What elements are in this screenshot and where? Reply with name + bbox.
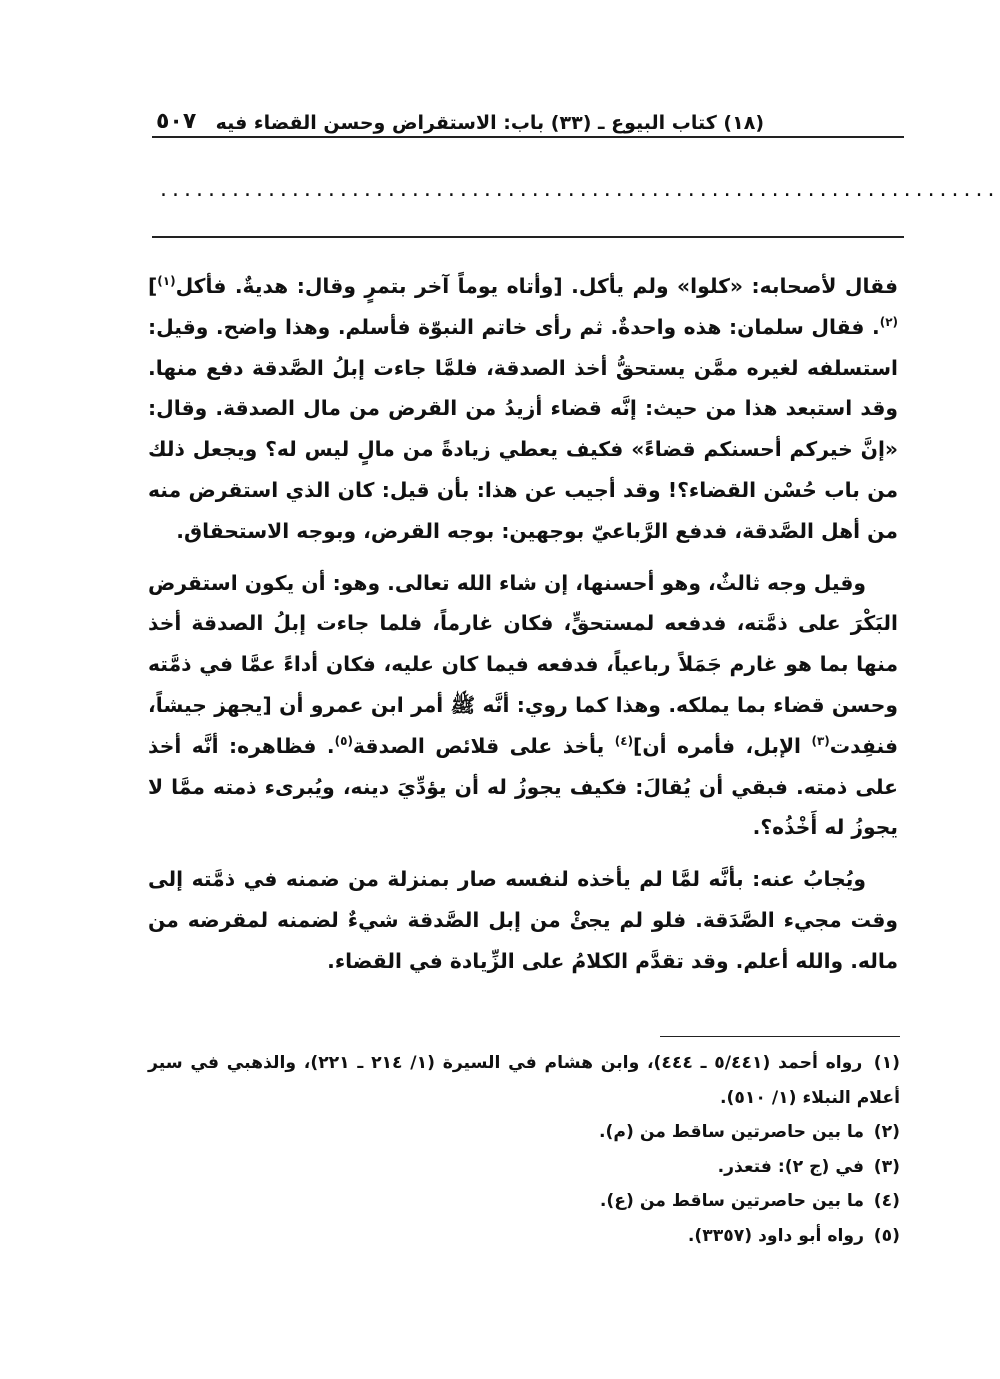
footnote-ref: (٣) — [811, 734, 830, 748]
text-run: . فظاهره: أنَّه أخذ على ذمته. فبقي أن يُقالَ: فكيف يجوزُ له أن يؤدِّيَ دينه، ويُبرىء ذمته ممَّا لا يجوزُ له أَخْذُه؟. — [148, 733, 898, 840]
footnote-number: (٢) — [873, 1122, 900, 1143]
footnote-number: (١) — [873, 1053, 901, 1073]
running-title: (١٨) كتاب البيوع ـ (٣٣) باب: الاستقراض وحسن القضاء فيه — [215, 112, 764, 134]
footnotes — [148, 1046, 900, 1254]
footnote-4 — [148, 1184, 900, 1219]
main-text — [148, 266, 898, 982]
footnote-text: رواه أحمد (٥/٤٤١ ـ ٤٤٤)، وابن هشام في السيرة (١/ ٢١٤ ـ ٢٢١)، والذهبي في سير أعلام النبلاء (١/ ٥١٠). — [148, 1053, 900, 1108]
footnote-2 — [148, 1115, 900, 1150]
footnote-ref: (٢) — [879, 315, 898, 330]
footnote-text: ما بين حاصرتين ساقط من (م). — [599, 1122, 865, 1143]
footnote-ref: (٤) — [614, 734, 634, 748]
text-run: فقال لأصحابه: «كلوا» ولم يأكل. [وأتاه يوماً آخر بتمرٍ وقال: هديةٌ. فأكل — [175, 274, 898, 298]
footnote-text: رواه أبو داود (٣٣٥٧). — [687, 1225, 865, 1246]
text-run: الإبل، فأمره أن] — [633, 733, 812, 758]
footnote-number: (٣) — [873, 1156, 900, 1177]
text-run: يأخذ على قلائص الصدقة — [352, 733, 615, 758]
text-run: . فقال سلمان: هذه واحدةٌ. ثم رأى خاتم النبوّة فأسلم. وهذا واضح. وقيل: استسلفه لغيره ممَّن يستحقُّ أخذ الصدقة، فلمَّا جاءت إبلُ الصَّدقة دفع منها. وقد استبعد هذا من حيث: إنَّه قضاء أزيدُ من القرض من مال الصدقة. وقال: «إنَّ خيركم أحسنكم قضاءً» فكيف يعطي زيادةً من مالٍ ليس له؟ ويجعل ذلك من باب حُسْن القضاء؟! وقد أجيب عن هذا: بأن قيل: كان الذي استقرض منه من أهل الصَّدقة، فدفع الرَّباعيّ بوجهين: بوجه القرض، وبوجه الاستحقاق. — [148, 314, 898, 543]
footnote-number: (٥) — [873, 1225, 900, 1246]
separator-dots: ...................................................................... — [160, 177, 1000, 202]
paragraph-1 — [148, 266, 898, 552]
paragraph-3 — [148, 859, 898, 981]
footnote-1 — [148, 1046, 900, 1115]
footnote-5 — [148, 1219, 900, 1254]
text-run: ويُجابُ عنه: بأنَّه لمَّا لم يأخذه لنفسه صار بمنزلة من ضمنه في ذمَّته إلى وقت مجيء الصَّدَقة. فلو لم يجئْ من إبل الصَّدقة شيءٌ لضمنه لمقرضه من ماله. والله أعلم. وقد تقدَّم الكلامُ على الزِّيادة في القضاء. — [148, 867, 898, 973]
paragraph-2 — [148, 563, 898, 849]
footnote-ref: (٥) — [334, 734, 353, 748]
footnote-text: ما بين حاصرتين ساقط من (ع). — [599, 1191, 865, 1212]
footnote-rule — [660, 1036, 900, 1037]
top-rule — [152, 236, 904, 238]
footnote-ref: (١) — [157, 274, 176, 289]
footnote-text: في (ج ٢): فتعذر. — [717, 1156, 865, 1177]
text-run: وقيل وجه ثالثٌ، وهو أحسنها، إن شاء الله تعالى. وهو: أن يكون استقرض البَكْرَ على ذمَّته، فدفعه لمستحقٍّ، فكان غارماً، فلما جاءت إبلُ الصدقة أخذ منها بما هو غارم جَمَلاً رباعياً، فدفعه فيما كان عليه، فكان أداءً عمَّا في ذمَّته وحسن قضاء بما يملكه. وهذا كما روي: أنَّه ﷺ أمر ابن عمرو أن [يجهز جيشاً، فنفِدت — [148, 570, 899, 758]
page-header — [152, 88, 904, 138]
text-run: ] — [148, 274, 158, 298]
footnote-3 — [148, 1150, 900, 1185]
footnote-number: (٤) — [873, 1191, 900, 1212]
page-number: ٥٠٧ — [156, 109, 197, 134]
